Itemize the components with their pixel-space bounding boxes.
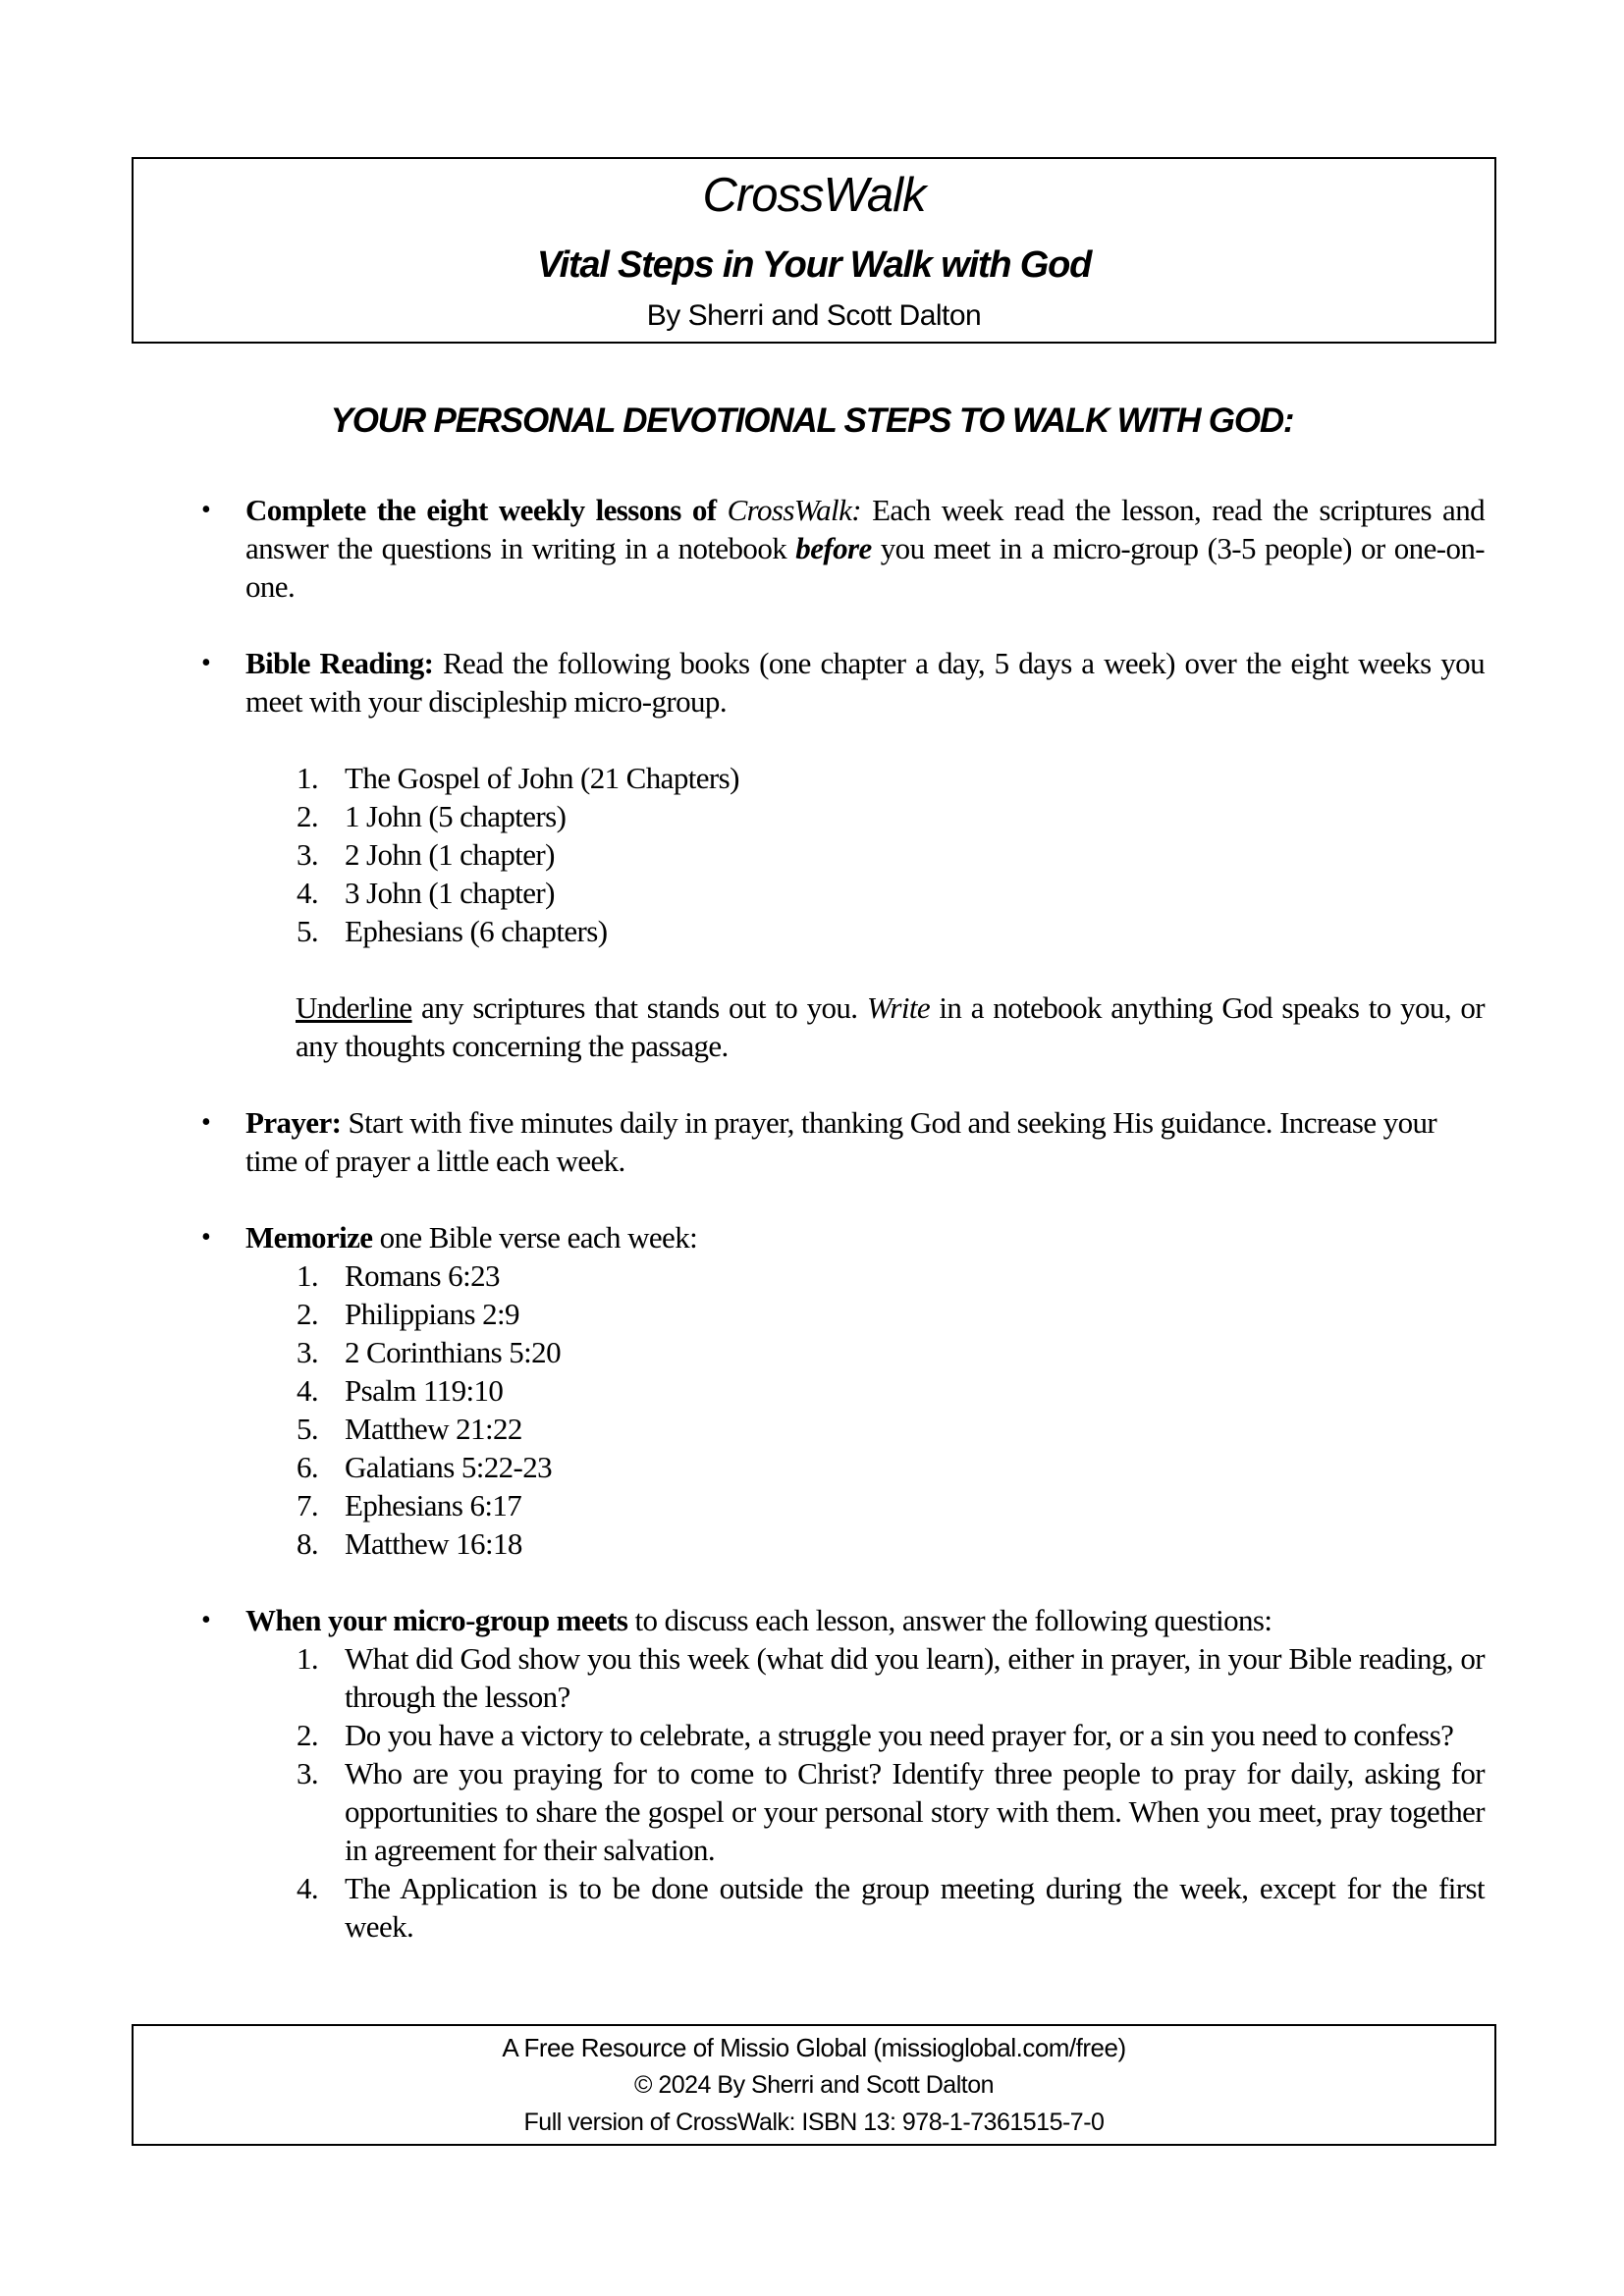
list-item-label: Ephesians (6 chapters) bbox=[345, 914, 608, 948]
list-number: 5. bbox=[297, 914, 319, 948]
bullet-icon: • bbox=[201, 495, 211, 525]
list-item bbox=[245, 912, 1485, 950]
bullet-icon: • bbox=[201, 1222, 211, 1253]
lessons-emphasis: before bbox=[795, 531, 872, 565]
micro-group-paragraph bbox=[245, 1601, 1485, 1639]
list-item-label: Romans 6:23 bbox=[345, 1258, 500, 1293]
document-title: CrossWalk bbox=[702, 169, 926, 222]
memory-verses-list bbox=[245, 1256, 1485, 1563]
list-number: 3. bbox=[297, 1756, 319, 1790]
micro-group-text: to discuss each lesson, answer the following questions: bbox=[627, 1603, 1272, 1637]
list-item bbox=[245, 1371, 1485, 1410]
reading-note-italic: Write bbox=[866, 990, 931, 1025]
list-item-label: Matthew 16:18 bbox=[345, 1526, 522, 1561]
bullet-icon: • bbox=[201, 648, 211, 678]
bible-reading-text: Read the following books (one chapter a day, 5 days a week) over the eight weeks you meet with your discipleship micro-group. bbox=[245, 646, 1485, 719]
reading-note-text-b: in a notebook anything God speaks to you, or any thoughts concerning the passage. bbox=[296, 990, 1485, 1063]
footer-copyright-line: © 2024 By Sherri and Scott Dalton bbox=[633, 2071, 995, 2099]
prayer-paragraph bbox=[245, 1103, 1485, 1180]
list-item bbox=[245, 1256, 1485, 1295]
list-item-label: Psalm 119:10 bbox=[345, 1373, 504, 1408]
list-item-label: 2 Corinthians 5:20 bbox=[345, 1335, 561, 1369]
lessons-lead: Complete the eight weekly lessons of bbox=[245, 493, 728, 527]
section-heading: YOUR PERSONAL DEVOTIONAL STEPS TO WALK WITH GOD: bbox=[330, 401, 1294, 440]
reading-note-underline: Underline bbox=[296, 990, 412, 1025]
list-number: 7. bbox=[297, 1488, 319, 1522]
bullet-memorize bbox=[196, 1218, 1485, 1563]
list-number: 3. bbox=[297, 837, 319, 872]
list-number: 8. bbox=[297, 1526, 319, 1561]
list-item bbox=[245, 1869, 1485, 1946]
list-item-label: Galatians 5:22-23 bbox=[345, 1450, 553, 1484]
lessons-text-b: you meet in a micro-group (3-5 people) or one-on-one. bbox=[245, 531, 1485, 604]
list-item-label: Ephesians 6:17 bbox=[345, 1488, 522, 1522]
list-item-label: 3 John (1 chapter) bbox=[345, 876, 555, 910]
list-item-label: The Gospel of John (21 Chapters) bbox=[345, 761, 739, 795]
list-item bbox=[245, 874, 1485, 912]
bullet-bible-reading bbox=[196, 644, 1485, 1065]
list-number: 1. bbox=[297, 761, 319, 795]
author-byline: By Sherri and Scott Dalton bbox=[646, 299, 982, 332]
list-item bbox=[245, 1716, 1485, 1754]
list-item bbox=[245, 1295, 1485, 1333]
reading-note-text-a: any scriptures that stands out to you. bbox=[411, 990, 867, 1025]
list-item-label: Philippians 2:9 bbox=[345, 1297, 519, 1331]
list-number: 4. bbox=[297, 1871, 319, 1905]
footer-box bbox=[132, 2024, 1496, 2146]
lessons-paragraph bbox=[245, 491, 1485, 606]
list-item-label: Do you have a victory to celebrate, a struggle you need prayer for, or a sin you need to confess? bbox=[345, 1718, 1454, 1752]
lessons-text-a: Each week read the lesson, read the scriptures and answer the questions in writing in a notebook bbox=[245, 493, 1485, 565]
list-number: 1. bbox=[297, 1641, 319, 1676]
list-item bbox=[245, 1754, 1485, 1869]
list-number: 6. bbox=[297, 1450, 319, 1484]
bible-reading-paragraph bbox=[245, 644, 1485, 721]
list-item bbox=[245, 1524, 1485, 1563]
title-box bbox=[132, 157, 1496, 344]
list-item bbox=[245, 835, 1485, 874]
list-item-label: The Application is to be done outside the group meeting during the week, except for the first week. bbox=[345, 1871, 1485, 1944]
group-questions-list bbox=[245, 1639, 1485, 1946]
memorize-text: one Bible verse each week: bbox=[372, 1220, 698, 1255]
list-item bbox=[245, 1639, 1485, 1716]
bullet-icon: • bbox=[201, 1107, 211, 1138]
reading-books-list bbox=[245, 759, 1485, 950]
memorize-lead: Memorize bbox=[245, 1220, 373, 1255]
list-item bbox=[245, 797, 1485, 835]
list-item-label: What did God show you this week (what did you learn), either in prayer, in your Bible reading, or through the lesson? bbox=[345, 1641, 1485, 1714]
list-number: 2. bbox=[297, 799, 319, 833]
list-item bbox=[245, 759, 1485, 797]
micro-group-lead: When your micro-group meets bbox=[245, 1603, 628, 1637]
list-item-label: 2 John (1 chapter) bbox=[345, 837, 555, 872]
list-number: 4. bbox=[297, 1373, 319, 1408]
list-number: 5. bbox=[297, 1412, 319, 1446]
list-number: 2. bbox=[297, 1718, 319, 1752]
list-item-label: Who are you praying for to come to Christ? Identify three people to pray for daily, asking for opportunities to share the gospel or your personal story with them. When you meet, pray together in agreement for their salvation. bbox=[345, 1756, 1485, 1867]
devotional-steps-list bbox=[196, 491, 1485, 1984]
list-item-label: Matthew 21:22 bbox=[345, 1412, 522, 1446]
list-item-label: 1 John (5 chapters) bbox=[345, 799, 567, 833]
memorize-paragraph bbox=[245, 1218, 1485, 1256]
list-number: 4. bbox=[297, 876, 319, 910]
bullet-lessons bbox=[196, 491, 1485, 606]
document-subtitle: Vital Steps in Your Walk with God bbox=[536, 244, 1092, 286]
list-item bbox=[245, 1333, 1485, 1371]
bullet-micro-group bbox=[196, 1601, 1485, 1946]
list-item bbox=[245, 1448, 1485, 1486]
list-number: 3. bbox=[297, 1335, 319, 1369]
footer-isbn-line: Full version of CrossWalk: ISBN 13: 978-1-7361515-7-0 bbox=[523, 2109, 1105, 2136]
list-item bbox=[245, 1486, 1485, 1524]
bullet-icon: • bbox=[201, 1605, 211, 1635]
list-item bbox=[245, 1410, 1485, 1448]
list-number: 1. bbox=[297, 1258, 319, 1293]
prayer-text: Start with five minutes daily in prayer, thanking God and seeking His guidance. Increase your time of prayer a little each week. bbox=[245, 1105, 1437, 1178]
lessons-book-title: CrossWalk: bbox=[727, 493, 861, 527]
bullet-prayer bbox=[196, 1103, 1485, 1180]
bible-reading-lead: Bible Reading: bbox=[245, 646, 434, 680]
footer-resource-line: A Free Resource of Missio Global (missioglobal.com/free) bbox=[502, 2033, 1126, 2062]
reading-note bbox=[245, 988, 1485, 1065]
list-number: 2. bbox=[297, 1297, 319, 1331]
prayer-lead: Prayer: bbox=[245, 1105, 342, 1140]
